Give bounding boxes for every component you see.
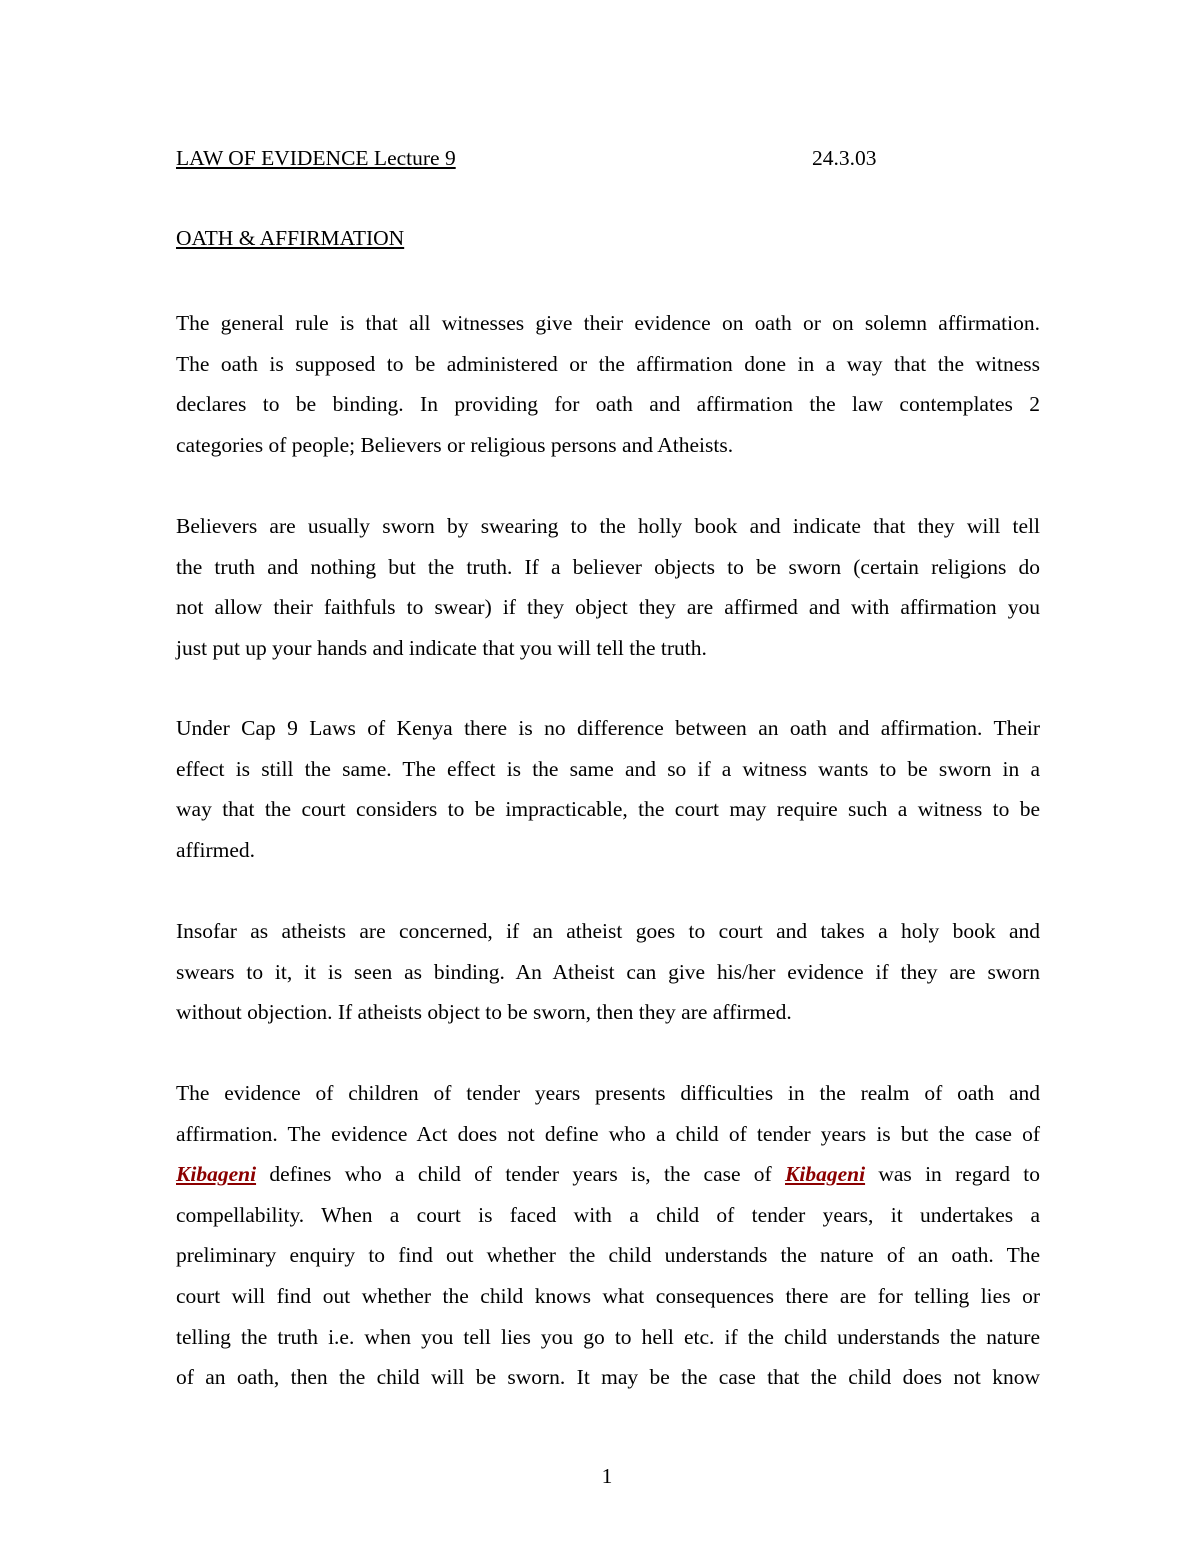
paragraph-line: not allow their faithfuls to swear) if they object they are affirmed and with affirmation you: [176, 595, 1040, 620]
paragraph-line: the truth and nothing but the truth. If a believer objects to be sworn (certain religions do: [176, 554, 1040, 579]
paragraph-line: preliminary enquiry to find out whether the child understands the nature of an oath. The: [176, 1243, 1040, 1268]
paragraph-atheists: [176, 911, 1040, 1033]
lecture-title: LAW OF EVIDENCE Lecture 9: [176, 146, 456, 170]
section-heading: OATH & AFFIRMATION: [176, 226, 405, 250]
document-header: [176, 142, 886, 174]
paragraph-line: court will find out whether the child knows what consequences there are for telling lies or: [176, 1283, 1040, 1308]
paragraph-line: categories of people; Believers or religious persons and Atheists.: [176, 432, 734, 457]
case-name: Kibageni: [176, 1162, 257, 1187]
paragraph-children: [176, 1073, 1040, 1398]
paragraph-line: compellability. When a court is faced with a child of tender years, it undertakes a: [176, 1202, 1040, 1227]
case-line-text: was in regard to: [865, 1162, 1040, 1187]
paragraph-line: just put up your hands and indicate that you will tell the truth.: [176, 635, 707, 660]
paragraph-believers: [176, 506, 1040, 668]
paragraph-line: affirmed.: [176, 837, 255, 862]
paragraph-general-rule: [176, 303, 1040, 465]
paragraph-line: affirmation. The evidence Act does not define who a child of tender years is but the case of: [176, 1121, 1040, 1146]
lecture-date: 24.3.03: [812, 146, 877, 170]
case-name: Kibageni: [785, 1162, 866, 1187]
case-line-text: defines who a child of tender years is, the case of: [256, 1162, 786, 1187]
paragraph-line: way that the court considers to be impracticable, the court may require such a witness to be: [176, 797, 1040, 822]
paragraph-line: without objection. If atheists object to be sworn, then they are affirmed.: [176, 1000, 792, 1025]
page-number: 1: [601, 1464, 613, 1488]
paragraph-line: Believers are usually sworn by swearing to the holly book and indicate that they will tell: [176, 514, 1040, 538]
paragraph-line: telling the truth i.e. when you tell lies you go to hell etc. if the child understands the nature: [176, 1324, 1040, 1349]
paragraph-line: declares to be binding. In providing for oath and affirmation the law contemplates 2: [176, 392, 1040, 417]
paragraph-line: The evidence of children of tender years presents difficulties in the realm of oath and: [176, 1081, 1040, 1105]
paragraph-line: Under Cap 9 Laws of Kenya there is no difference between an oath and affirmation. Their: [176, 716, 1040, 740]
paragraph-line: of an oath, then the child will be sworn. It may be the case that the child does not know: [176, 1365, 1040, 1390]
paragraph-line: The oath is supposed to be administered or the affirmation done in a way that the witness: [176, 351, 1040, 376]
paragraph-line: The general rule is that all witnesses give their evidence on oath or on solemn affirmation.: [176, 311, 1040, 335]
paragraph-line: swears to it, it is seen as binding. An Atheist can give his/her evidence if they are sworn: [176, 959, 1040, 984]
paragraph-line: effect is still the same. The effect is the same and so if a witness wants to be sworn in a: [176, 756, 1040, 781]
paragraph-line: Insofar as atheists are concerned, if an atheist goes to court and takes a holy book and: [176, 919, 1040, 943]
paragraph-line-with-case: [176, 1154, 1040, 1195]
paragraph-cap-9: [176, 708, 1040, 870]
